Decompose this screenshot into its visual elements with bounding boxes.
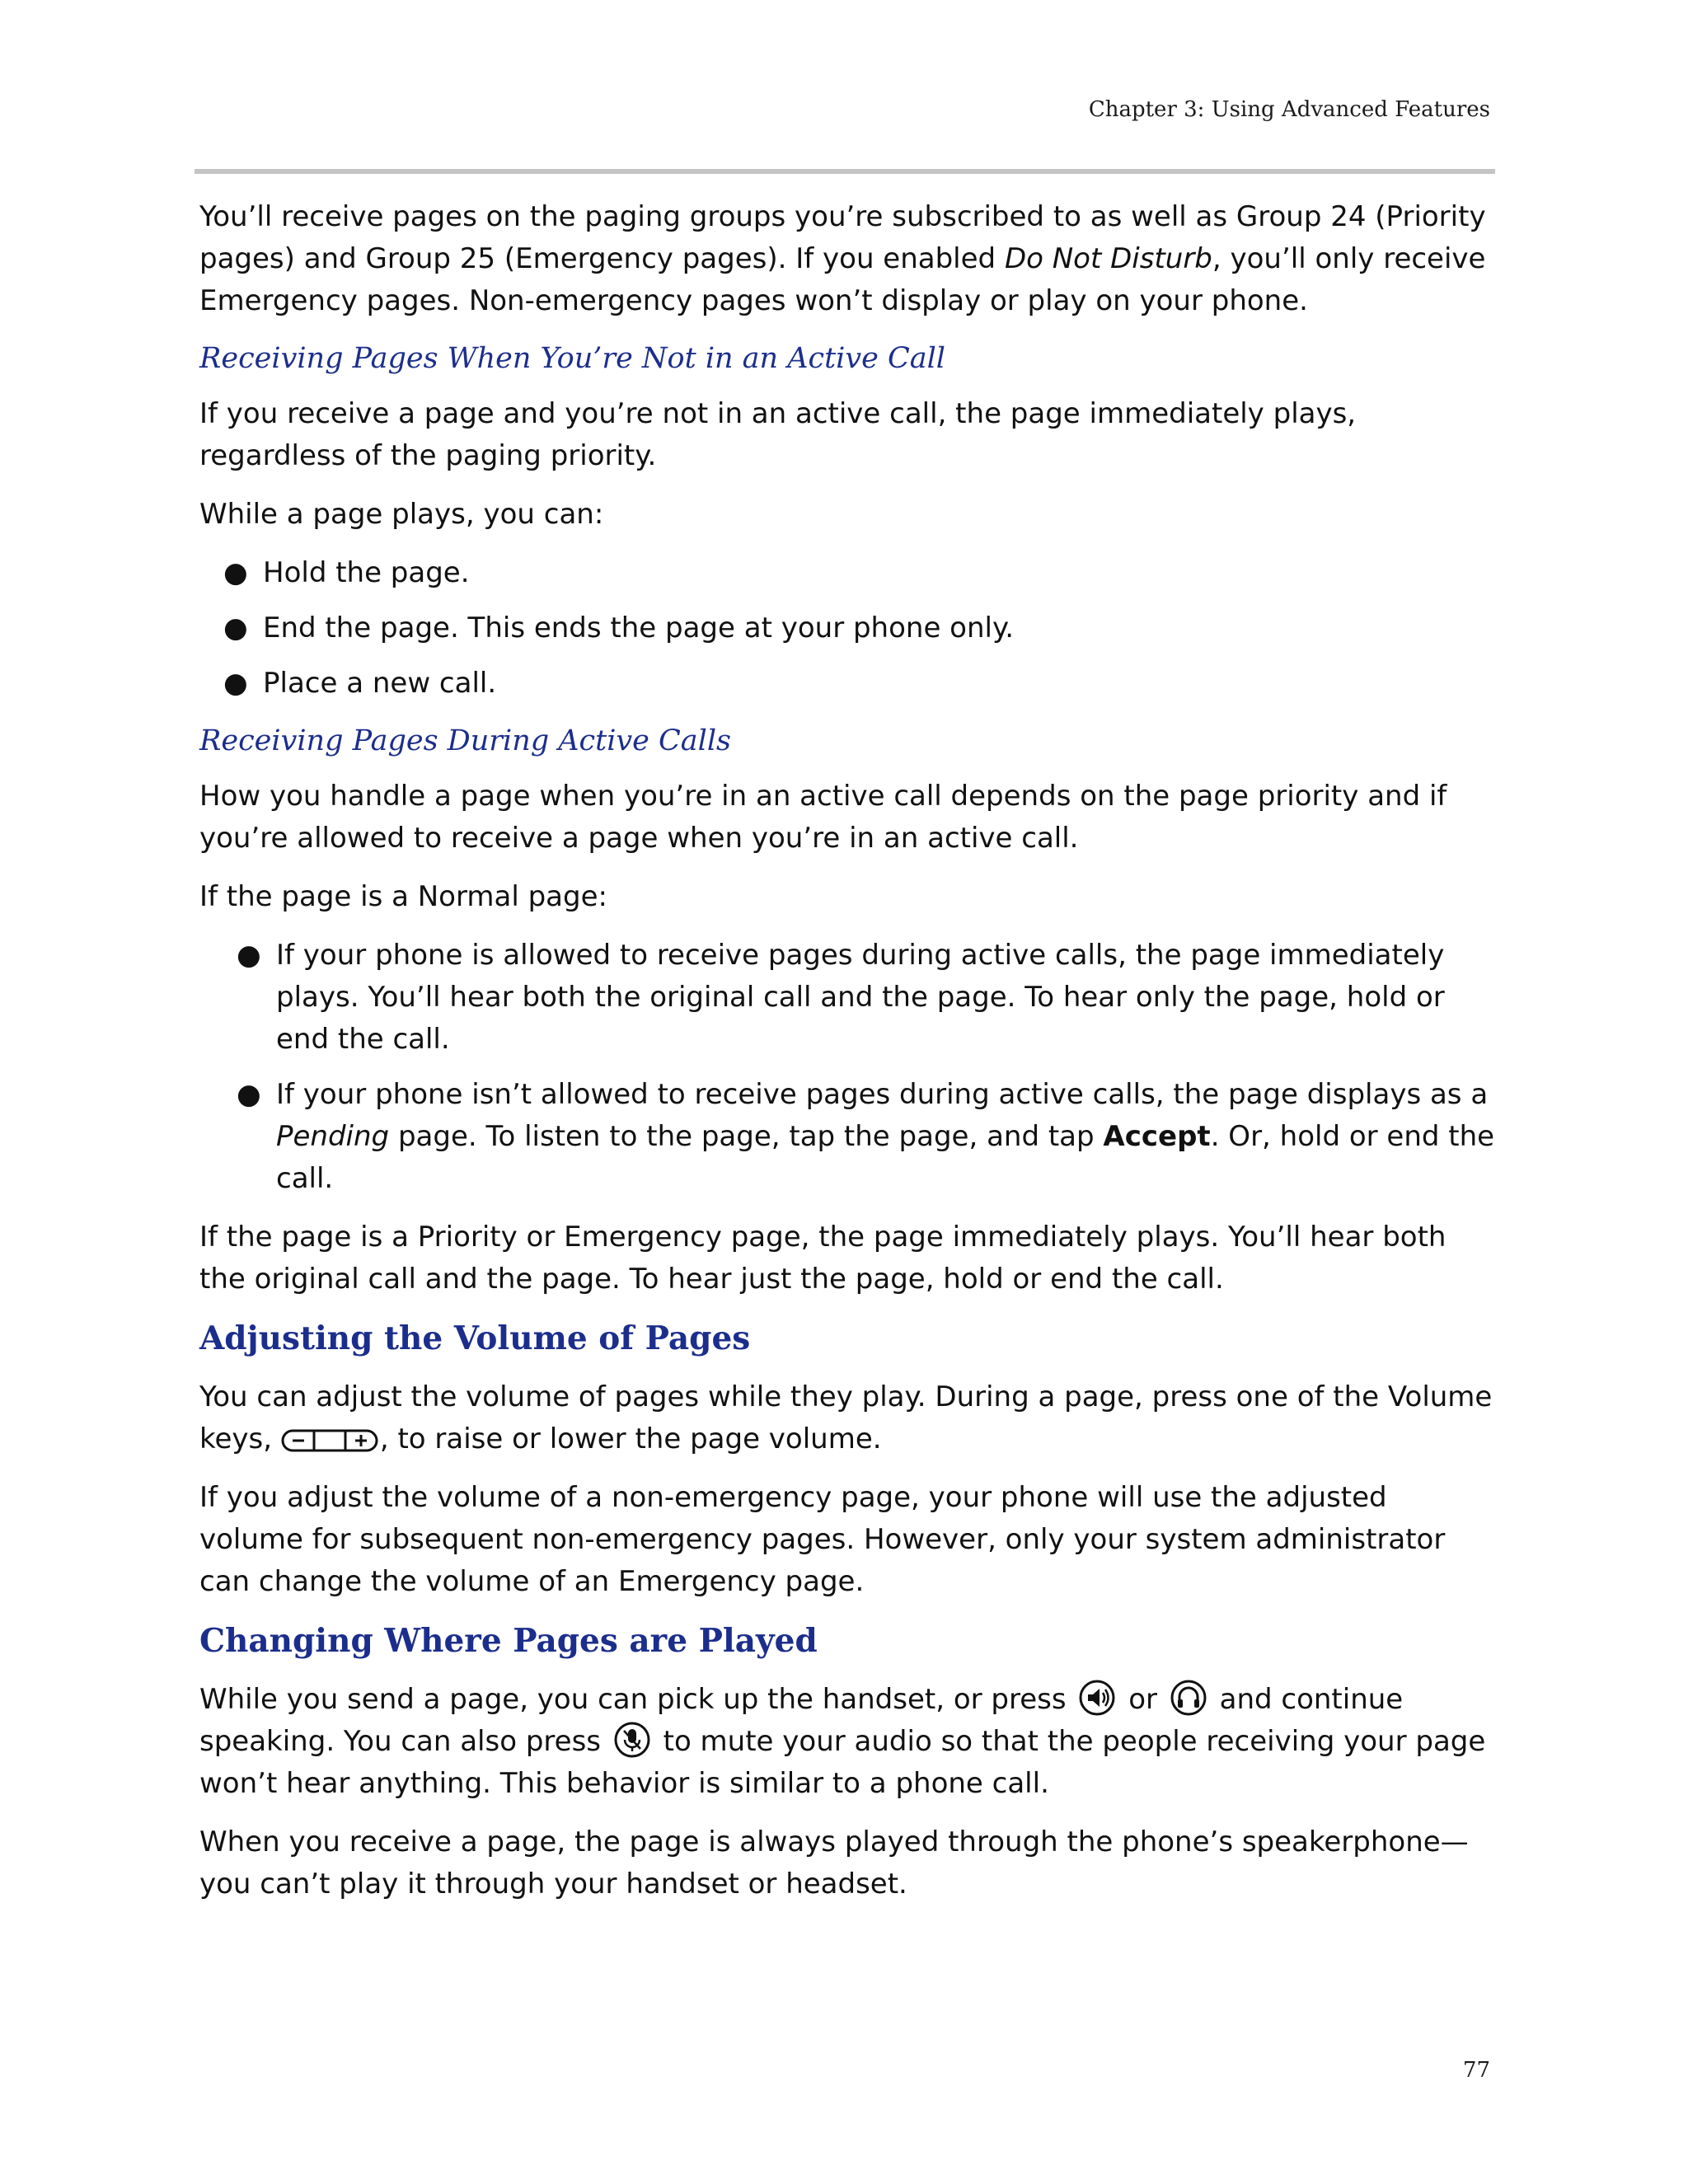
list-item-text: If your phone is allowed to receive pages during active calls, the page immediately plays. You’ll hear both the original call and the page. To hear only the page, hold or end the call. xyxy=(276,939,1445,1056)
bullet-icon: ● xyxy=(223,556,248,589)
intro-text-a: You’ll receive pages on the paging groups you’re subscribed to as well as Group 24 (Priority pages) and Group 25 (Emergency pages). If you enabled xyxy=(199,200,1486,275)
heading-adjusting-volume: Adjusting the Volume of Pages xyxy=(199,1319,751,1357)
bullet-icon: ● xyxy=(223,612,248,644)
list-item-text: Place a new call. xyxy=(263,667,497,700)
list-item xyxy=(199,1074,1495,1200)
volume-keys-icon xyxy=(281,1428,378,1453)
during-active-paragraph-2: If the page is a Normal page: xyxy=(199,880,607,913)
intro-paragraph xyxy=(199,196,1495,322)
pending-term: Pending xyxy=(276,1120,390,1153)
page-actions-list xyxy=(199,552,1495,705)
where-paragraph-1 xyxy=(199,1679,1495,1805)
not-active-paragraph-2: While a page plays, you can: xyxy=(199,498,604,531)
page-content xyxy=(199,196,1495,1922)
where-text-or: or xyxy=(1119,1683,1166,1716)
normal-page-list xyxy=(199,935,1495,1200)
where-text-a: While you send a page, you can pick up the handset, or press xyxy=(199,1683,1076,1716)
chapter-header: Chapter 3: Using Advanced Features xyxy=(1088,97,1490,122)
intro-text-b: , you’ll only receive Emergency pages. Non-emergency pages won’t display or play on your phone. xyxy=(199,242,1486,317)
list-item xyxy=(199,663,1495,705)
header-divider xyxy=(195,169,1495,174)
bullet-icon: ● xyxy=(223,667,248,700)
do-not-disturb-term: Do Not Disturb xyxy=(1004,242,1212,275)
headset-icon xyxy=(1170,1679,1207,1717)
list-item xyxy=(199,552,1495,594)
list-item-text-b: page. To listen to the page, tap the page, and tap xyxy=(389,1120,1104,1153)
volume-text-a: You can adjust the volume of pages while they play. During a page, press one of the Volume keys, xyxy=(199,1380,1493,1455)
heading-not-in-active-call: Receiving Pages When You’re Not in an Active Call xyxy=(199,342,945,375)
list-item-text: End the page. This ends the page at your phone only. xyxy=(263,612,1015,644)
bullet-icon: ● xyxy=(237,939,261,972)
heading-during-active-calls: Receiving Pages During Active Calls xyxy=(199,724,732,757)
list-item-text-c: . Or, hold or end the call. xyxy=(276,1120,1495,1195)
bullet-icon: ● xyxy=(237,1078,261,1111)
list-item xyxy=(199,935,1495,1061)
where-text-c: to mute your audio so that the people receiving your page won’t hear anything. This behavior is similar to a phone call. xyxy=(199,1725,1486,1800)
where-text-b: and continue speaking. You can also press xyxy=(199,1683,1404,1758)
during-active-paragraph-3: If the page is a Priority or Emergency page, the page immediately plays. You’ll hear both the original call and the page. To hear just the page, hold or end the call. xyxy=(199,1221,1447,1296)
volume-paragraph-2: If you adjust the volume of a non-emergency page, your phone will use the adjusted volume for subsequent non-emergency pages. However, only your system administrator can change the volume of an Emergency page. xyxy=(199,1481,1446,1598)
volume-paragraph-1 xyxy=(199,1376,1495,1460)
volume-text-b: , to raise or lower the page volume. xyxy=(379,1422,882,1455)
list-item-text: Hold the page. xyxy=(263,556,470,589)
during-active-paragraph-1: How you handle a page when you’re in an active call depends on the page priority and if you’re allowed to receive a page when you’re in an active call. xyxy=(199,780,1447,855)
where-paragraph-2: When you receive a page, the page is always played through the phone’s speakerphone—you can’t play it through your handset or headset. xyxy=(199,1825,1469,1900)
list-item-text-a: If your phone isn’t allowed to receive pages during active calls, the page displays as a xyxy=(276,1078,1489,1111)
page-number: 77 xyxy=(1462,2058,1490,2083)
not-active-paragraph-1: If you receive a page and you’re not in an active call, the page immediately plays, regardless of the paging priority. xyxy=(199,397,1357,472)
mute-icon xyxy=(613,1721,651,1759)
list-item xyxy=(199,607,1495,649)
speakerphone-icon xyxy=(1078,1679,1116,1717)
accept-term: Accept xyxy=(1103,1120,1211,1153)
heading-where-pages-played: Changing Where Pages are Played xyxy=(199,1622,818,1660)
